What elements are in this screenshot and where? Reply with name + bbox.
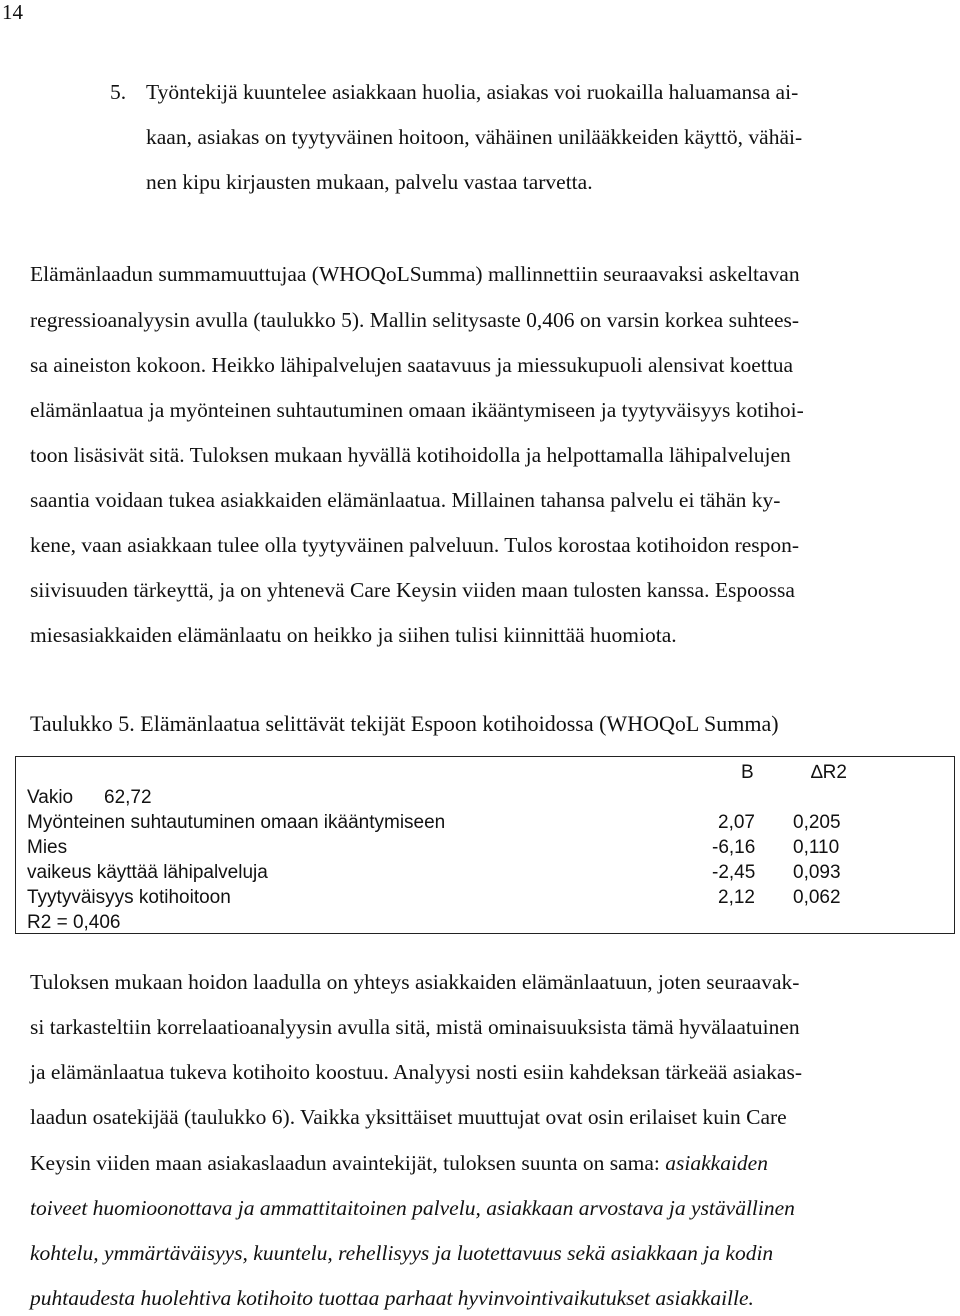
row-b: -2,45 bbox=[712, 862, 756, 883]
paragraph-line: miesasiakkaiden elämänlaatu on heikko ja siihen tulisi kiinnittää huomiota. bbox=[30, 623, 677, 647]
header-delta-r2 bbox=[811, 762, 847, 784]
list-item-line: Työntekijä kuuntelee asiakkaan huolia, asiakas voi ruokailla haluamansa ai- bbox=[146, 80, 799, 104]
paragraph-line: regressioanalyysin avulla (taulukko 5). Mallin selitysaste 0,406 on varsin korkea suhtees- bbox=[30, 308, 800, 332]
table-caption: Taulukko 5. Elämänlaatua selittävät tekijät Espoon kotihoidossa (WHOQoL Summa) bbox=[30, 711, 779, 736]
row-b: 2,07 bbox=[718, 812, 755, 833]
delta-symbol: ∆ bbox=[811, 762, 823, 783]
paragraph-line: ja elämänlaatua tukeva kotihoito koostuu. Analyysi nosti esiin kahdeksan tärkeää asiakas- bbox=[30, 1060, 802, 1084]
list-item-line: nen kipu kirjausten mukaan, palvelu vastaa tarvetta. bbox=[146, 170, 593, 194]
table-footer: R2 = 0,406 bbox=[27, 912, 121, 933]
row-dr2: 0,205 bbox=[793, 812, 841, 833]
list-item-number: 5. bbox=[110, 80, 127, 104]
paragraph-line: toon lisäsivät sitä. Tuloksen mukaan hyvällä kotihoidolla ja helpottamalla lähipalvelujen bbox=[30, 443, 791, 467]
paragraph-line: Elämänlaadun summamuuttujaa (WHOQoLSumma) mallinnettiin seuraavaksi askeltavan bbox=[30, 262, 800, 286]
paragraph-line: Tuloksen mukaan hoidon laadulla on yhteys asiakkaiden elämänlaatuun, joten seuraavak- bbox=[30, 970, 800, 994]
paragraph-text: Keysin viiden maan asiakaslaadun avaintekijät, tuloksen suunta on sama: bbox=[30, 1151, 666, 1175]
italic-text: asiakkaiden bbox=[665, 1151, 768, 1175]
paragraph-line: si tarkasteltiin korrelaatioanalyysin avulla sitä, mistä ominaisuuksista tämä hyvälaatuinen bbox=[30, 1015, 800, 1039]
header-b: B bbox=[741, 762, 754, 783]
paragraph-line: saantia voidaan tukea asiakkaiden elämänlaatua. Millainen tahansa palvelu ei tähän ky- bbox=[30, 488, 781, 512]
row-b: -6,16 bbox=[712, 837, 756, 858]
paragraph-line bbox=[30, 1241, 773, 1266]
regression-table bbox=[15, 756, 955, 934]
row-dr2: 0,110 bbox=[793, 837, 840, 858]
paragraph-line: siivisuuden tärkeyttä, ja on yhtenevä Care Keysin viiden maan tulosten kanssa. Espoossa bbox=[30, 578, 795, 602]
row-dr2: 0,093 bbox=[793, 862, 841, 883]
italic-text: kohtelu, ymmärtäväisyys, kuuntelu, rehellisyys ja luotettavuus sekä asiakkaan ja kodin bbox=[30, 1241, 774, 1265]
row-label: Myönteinen suhtautuminen omaan ikääntymiseen bbox=[27, 812, 446, 833]
row-b: 2,12 bbox=[718, 887, 755, 908]
paragraph-line: laadun osatekijää (taulukko 6). Vaikka yksittäiset muuttujat ovat osin erilaiset kuin Care bbox=[30, 1105, 787, 1129]
paragraph-line bbox=[30, 1286, 754, 1311]
italic-text: puhtaudesta huolehtiva kotihoito tuottaa parhaat hyvinvointivaikutukset asiakkaille. bbox=[30, 1286, 754, 1310]
paragraph-line bbox=[30, 1151, 768, 1176]
constant-value: 62,72 bbox=[104, 787, 152, 808]
list-item-line: kaan, asiakas on tyytyväinen hoitoon, vähäinen unilääkkeiden käyttö, vähäi- bbox=[146, 125, 803, 149]
page-number: 14 bbox=[2, 0, 23, 24]
row-dr2: 0,062 bbox=[793, 887, 841, 908]
row-label: vaikeus käyttää lähipalveluja bbox=[27, 862, 268, 883]
row-label: Mies bbox=[27, 837, 68, 858]
paragraph-line: sa aineiston kokoon. Heikko lähipalvelujen saatavuus ja miessukupuoli alensivat koettua bbox=[30, 353, 794, 377]
header-r2: R2 bbox=[822, 762, 847, 783]
italic-text: toiveet huomioonottava ja ammattitaitoinen palvelu, asiakkaan arvostava ja ystävällinen bbox=[30, 1196, 795, 1220]
paragraph-line bbox=[30, 1196, 795, 1221]
paragraph-line: elämänlaatua ja myönteinen suhtautuminen omaan ikääntymiseen ja tyytyväisyys kotihoi- bbox=[30, 398, 804, 422]
paragraph-line: kene, vaan asiakkaan tulee olla tyytyväinen palveluun. Tulos korostaa kotihoidon respon- bbox=[30, 533, 800, 557]
constant-label: Vakio bbox=[27, 787, 74, 808]
row-label: Tyytyväisyys kotihoitoon bbox=[27, 887, 231, 908]
